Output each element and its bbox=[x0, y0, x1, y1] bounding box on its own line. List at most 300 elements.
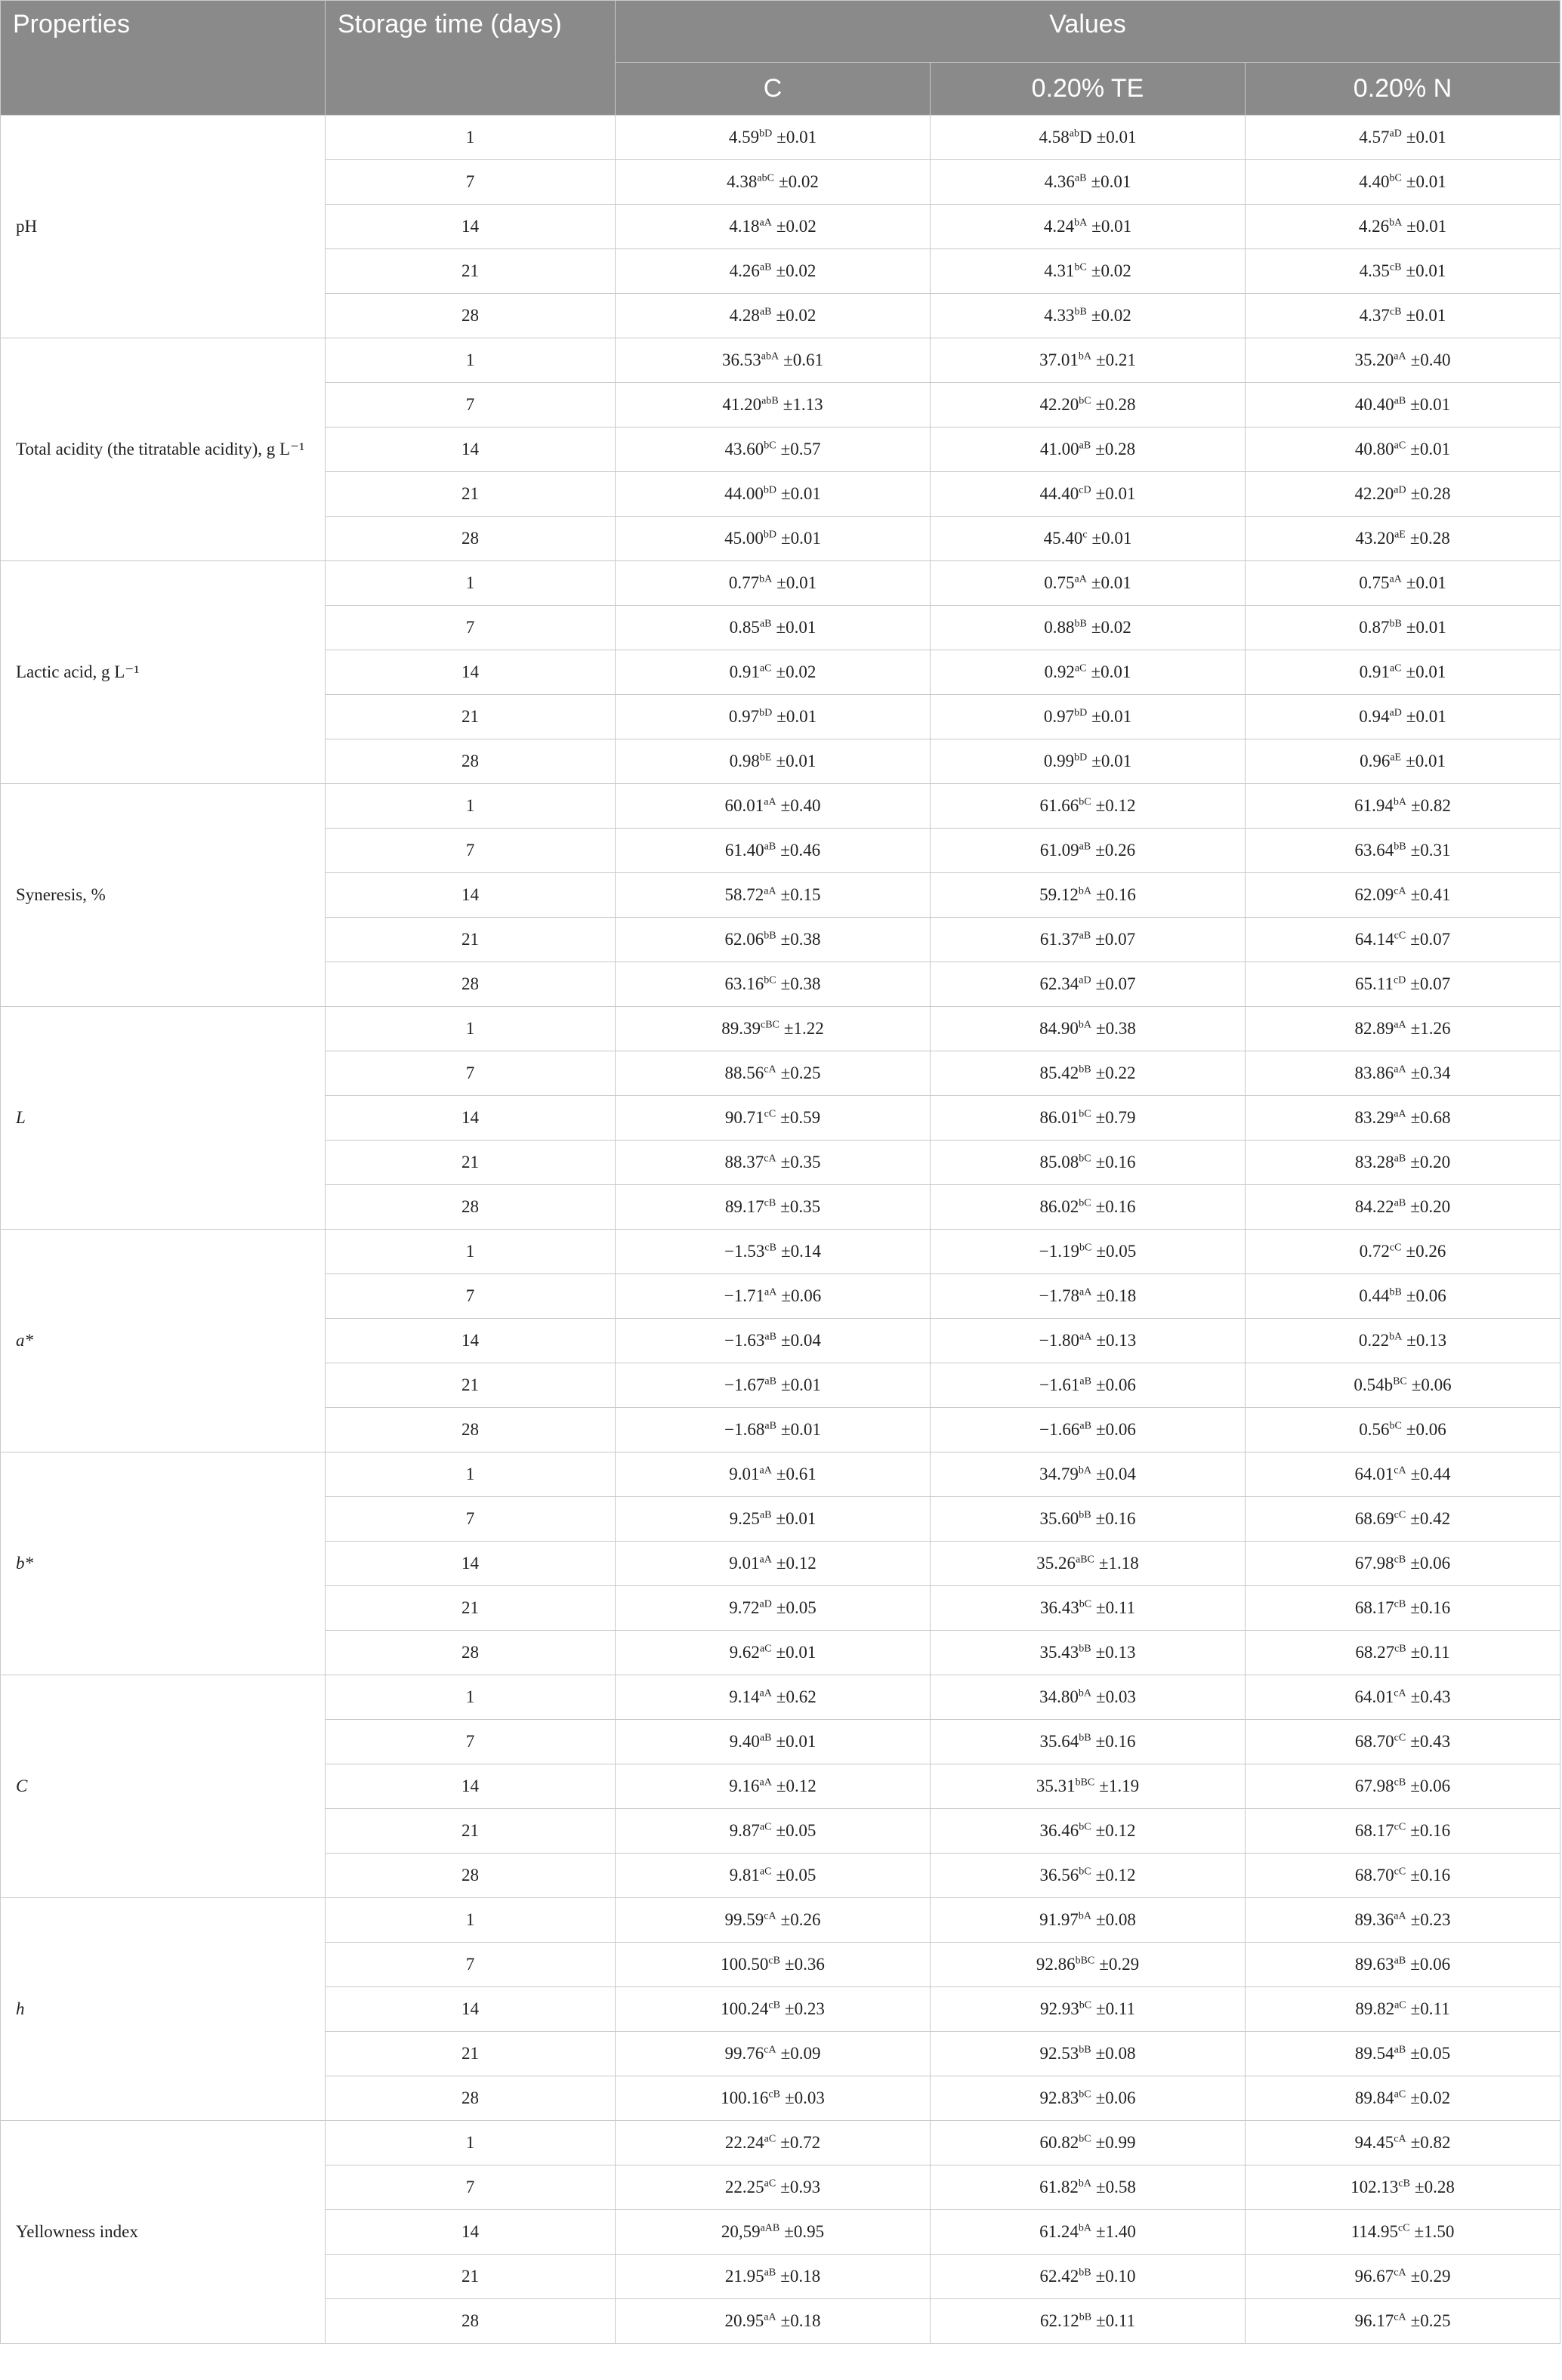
mean-value: 83.29 bbox=[1354, 1108, 1394, 1127]
std-error: 0.01 bbox=[790, 529, 821, 548]
plus-minus-sign: ± bbox=[776, 752, 786, 770]
value-cell bbox=[1246, 294, 1560, 338]
std-error: 0.06 bbox=[1421, 1375, 1452, 1394]
storage-day: 28 bbox=[326, 2076, 616, 2121]
value-cell bbox=[931, 2121, 1246, 2165]
plus-minus-sign: ± bbox=[1410, 2267, 1421, 2286]
mean-value: 83.86 bbox=[1354, 1063, 1394, 1082]
value-cell bbox=[616, 1230, 931, 1274]
plus-minus-sign: ± bbox=[1096, 1910, 1106, 1929]
std-error: 0.02 bbox=[1100, 261, 1131, 280]
significance-letters: aC bbox=[1389, 662, 1402, 674]
mean-value: 64.14 bbox=[1354, 930, 1394, 949]
significance-letters: cB bbox=[1389, 306, 1402, 318]
significance-letters: cA bbox=[1394, 1687, 1406, 1699]
value-cell bbox=[931, 2255, 1246, 2299]
value-cell bbox=[616, 1675, 931, 1720]
plus-minus-sign: ± bbox=[1096, 1999, 1106, 2018]
mean-value: 96.17 bbox=[1354, 2311, 1394, 2330]
storage-day: 1 bbox=[326, 1675, 616, 1720]
plus-minus-sign: ± bbox=[1095, 1108, 1106, 1127]
mean-value: 67.98 bbox=[1354, 1777, 1394, 1795]
plus-minus-sign: ± bbox=[1410, 1643, 1421, 1662]
value-cell bbox=[1246, 1007, 1560, 1051]
significance-letters: cC bbox=[764, 1108, 776, 1120]
value-cell bbox=[1246, 1274, 1560, 1319]
significance-letters: aB bbox=[1079, 841, 1091, 853]
significance-letters: bC bbox=[1079, 2133, 1091, 2145]
value-cell bbox=[616, 338, 931, 383]
value-cell bbox=[931, 1542, 1246, 1586]
significance-letters: aC bbox=[1394, 1999, 1406, 2011]
std-error: 0.72 bbox=[789, 2133, 821, 2152]
property-label: Yellowness index bbox=[1, 2121, 326, 2344]
value-cell bbox=[931, 606, 1246, 650]
significance-letters: bC bbox=[1079, 1108, 1091, 1120]
std-error: 0.16 bbox=[1419, 1821, 1451, 1840]
plus-minus-sign: ± bbox=[776, 128, 786, 147]
mean-value: 62.34 bbox=[1039, 974, 1079, 993]
value-cell bbox=[1246, 428, 1560, 472]
value-cell bbox=[616, 1363, 931, 1408]
plus-minus-sign: ± bbox=[776, 1598, 786, 1617]
value-cell bbox=[616, 873, 931, 918]
mean-value: 68.70 bbox=[1354, 1866, 1394, 1885]
value-cell bbox=[1246, 1987, 1560, 2032]
plus-minus-sign: ± bbox=[776, 1687, 786, 1706]
value-cell bbox=[1246, 383, 1560, 428]
std-error: 0.02 bbox=[788, 172, 819, 191]
plus-minus-sign: ± bbox=[780, 2267, 790, 2286]
value-cell bbox=[1246, 1051, 1560, 1096]
mean-value: 43.60 bbox=[724, 440, 764, 458]
value-cell bbox=[931, 1586, 1246, 1631]
std-error: 0.01 bbox=[786, 573, 817, 592]
plus-minus-sign: ± bbox=[1095, 1643, 1106, 1662]
plus-minus-sign: ± bbox=[780, 1197, 790, 1216]
value-cell bbox=[616, 2299, 931, 2344]
mean-value: 9.01 bbox=[729, 1554, 760, 1573]
property-label: Total acidity (the titratable acidity), g L⁻¹ bbox=[1, 338, 326, 561]
mean-value: 61.24 bbox=[1039, 2222, 1079, 2241]
mean-value: 94.45 bbox=[1354, 2133, 1394, 2152]
significance-letters: aA bbox=[1394, 1910, 1406, 1922]
mean-value: 89.36 bbox=[1354, 1910, 1394, 1929]
std-error: 0.01 bbox=[1415, 707, 1446, 726]
value-cell bbox=[931, 383, 1246, 428]
value-cell bbox=[616, 1096, 931, 1141]
plus-minus-sign: ± bbox=[780, 1242, 791, 1261]
plus-minus-sign: ± bbox=[780, 796, 791, 815]
value-cell bbox=[931, 1675, 1246, 1720]
mean-value: 37.01 bbox=[1039, 350, 1079, 369]
plus-minus-sign: ± bbox=[1406, 618, 1416, 637]
plus-minus-sign: ± bbox=[1091, 217, 1101, 236]
std-error: 1.13 bbox=[792, 395, 823, 414]
value-cell bbox=[1246, 472, 1560, 517]
significance-letters: aB bbox=[764, 1420, 776, 1432]
significance-letters: cB bbox=[768, 1955, 780, 1967]
significance-letters: cB bbox=[1394, 1777, 1406, 1789]
storage-day: 28 bbox=[326, 962, 616, 1007]
mean-value: 0.92 bbox=[1044, 662, 1075, 681]
mean-value: −1.53 bbox=[724, 1242, 765, 1261]
mean-value: 9.14 bbox=[729, 1687, 760, 1706]
value-cell bbox=[1246, 338, 1560, 383]
plus-minus-sign: ± bbox=[1410, 1509, 1420, 1528]
std-error: 0.14 bbox=[790, 1242, 821, 1261]
value-cell bbox=[1246, 1185, 1560, 1230]
significance-letters: bBC bbox=[1075, 1955, 1095, 1967]
std-error: 0.11 bbox=[1105, 1598, 1136, 1617]
plus-minus-sign: ± bbox=[1095, 796, 1106, 815]
plus-minus-sign: ± bbox=[1406, 1286, 1416, 1305]
mean-value: −1.78 bbox=[1039, 1286, 1080, 1305]
value-cell bbox=[616, 2121, 931, 2165]
std-error: 0.02 bbox=[1419, 2088, 1451, 2107]
plus-minus-sign: ± bbox=[1096, 128, 1107, 147]
significance-letters: cB bbox=[764, 1197, 776, 1209]
significance-letters: aB bbox=[764, 1331, 776, 1343]
plus-minus-sign: ± bbox=[1095, 1866, 1106, 1885]
value-cell bbox=[1246, 1631, 1560, 1675]
storage-day: 21 bbox=[326, 2255, 616, 2299]
significance-letters: bB bbox=[1389, 1286, 1402, 1298]
plus-minus-sign: ± bbox=[1096, 1331, 1106, 1350]
plus-minus-sign: ± bbox=[1406, 217, 1416, 236]
significance-letters: cA bbox=[764, 1153, 776, 1165]
storage-day: 14 bbox=[326, 873, 616, 918]
significance-letters: cA bbox=[1394, 2311, 1406, 2323]
std-error: 0.01 bbox=[1100, 172, 1131, 191]
std-error: 0.11 bbox=[1105, 2311, 1136, 2330]
significance-letters: aB bbox=[759, 618, 772, 630]
std-error: 0.82 bbox=[1420, 2133, 1451, 2152]
mean-value: 9.62 bbox=[729, 1643, 760, 1662]
mean-value: 65.11 bbox=[1354, 974, 1394, 993]
std-error: 0.43 bbox=[1420, 1687, 1451, 1706]
mean-value: 4.58 bbox=[1039, 128, 1070, 147]
mean-value: 0.85 bbox=[729, 618, 760, 637]
plus-minus-sign: ± bbox=[776, 707, 786, 726]
significance-letters: abB bbox=[761, 395, 779, 407]
std-error: 0.29 bbox=[1108, 1955, 1140, 1974]
value-cell bbox=[1246, 1319, 1560, 1363]
std-error: 0.44 bbox=[1420, 1465, 1451, 1483]
value-cell bbox=[931, 739, 1246, 784]
plus-minus-sign: ± bbox=[781, 1286, 791, 1305]
value-cell bbox=[1246, 606, 1560, 650]
significance-letters: aB bbox=[764, 1375, 776, 1388]
storage-day: 14 bbox=[326, 205, 616, 249]
mean-value: 68.69 bbox=[1354, 1509, 1394, 1528]
plus-minus-sign: ± bbox=[1410, 1554, 1420, 1573]
significance-letters: aA bbox=[759, 1554, 772, 1566]
plus-minus-sign: ± bbox=[776, 1777, 786, 1795]
std-error: 0.08 bbox=[1105, 2044, 1136, 2063]
significance-letters: cB bbox=[1389, 261, 1402, 273]
value-cell bbox=[931, 1141, 1246, 1185]
std-error: 0.06 bbox=[790, 1286, 822, 1305]
value-cell bbox=[616, 1452, 931, 1497]
plus-minus-sign: ± bbox=[1410, 1019, 1421, 1038]
significance-letters: bB bbox=[1079, 1509, 1091, 1521]
plus-minus-sign: ± bbox=[784, 2088, 795, 2107]
std-error: 0.35 bbox=[789, 1197, 821, 1216]
significance-letters: aA bbox=[764, 796, 776, 808]
plus-minus-sign: ± bbox=[776, 573, 786, 592]
significance-letters: aA bbox=[1394, 350, 1406, 363]
significance-letters: cB bbox=[764, 1242, 776, 1254]
significance-letters: cA bbox=[1394, 2267, 1406, 2279]
mean-value: 61.82 bbox=[1039, 2178, 1079, 2196]
std-error: 0.02 bbox=[1100, 306, 1131, 325]
std-error: 1.50 bbox=[1424, 2222, 1455, 2241]
std-error: 0.01 bbox=[1415, 662, 1446, 681]
std-error: 1.19 bbox=[1108, 1777, 1140, 1795]
mean-value: 92.93 bbox=[1039, 1999, 1079, 2018]
significance-letters: bD bbox=[759, 128, 773, 140]
storage-day: 7 bbox=[326, 1720, 616, 1764]
value-cell bbox=[1246, 962, 1560, 1007]
plus-minus-sign: ± bbox=[1096, 885, 1106, 904]
significance-letters: aB bbox=[1394, 1153, 1406, 1165]
value-cell bbox=[931, 1051, 1246, 1096]
std-error: 0.68 bbox=[1420, 1108, 1451, 1127]
std-error: 0.05 bbox=[786, 1821, 816, 1840]
std-error: 0.93 bbox=[789, 2178, 821, 2196]
std-error: 0.06 bbox=[1105, 1420, 1136, 1439]
significance-letters: aA bbox=[1394, 1108, 1406, 1120]
storage-day: 21 bbox=[326, 2032, 616, 2076]
std-error: 0.16 bbox=[1419, 1598, 1451, 1617]
plus-minus-sign: ± bbox=[1098, 1554, 1109, 1573]
plus-minus-sign: ± bbox=[1096, 2311, 1106, 2330]
plus-minus-sign: ± bbox=[1091, 752, 1101, 770]
storage-day: 1 bbox=[326, 784, 616, 829]
value-cell bbox=[1246, 739, 1560, 784]
plus-minus-sign: ± bbox=[1410, 1821, 1420, 1840]
mean-value: 20.95 bbox=[724, 2311, 764, 2330]
significance-letters: aA bbox=[759, 1777, 772, 1789]
std-error: 0.11 bbox=[1420, 1999, 1450, 2018]
value-cell bbox=[1246, 1943, 1560, 1987]
significance-letters: aB bbox=[1079, 440, 1091, 452]
significance-letters: aD bbox=[1394, 484, 1406, 496]
mean-value: 34.79 bbox=[1039, 1465, 1079, 1483]
mean-value: 4.26 bbox=[1358, 217, 1390, 236]
std-error: 0.12 bbox=[786, 1554, 816, 1573]
significance-letters: aB bbox=[1394, 1955, 1406, 1967]
significance-letters: ab bbox=[1069, 128, 1079, 140]
table-row bbox=[1, 1675, 1560, 1720]
plus-minus-sign: ± bbox=[1410, 974, 1420, 993]
significance-letters: aE bbox=[1394, 529, 1406, 541]
trailing-letter: D bbox=[1079, 128, 1092, 147]
mean-value: 4.38 bbox=[727, 172, 758, 191]
storage-day: 1 bbox=[326, 338, 616, 383]
significance-letters: aD bbox=[759, 1598, 772, 1610]
value-cell bbox=[1246, 1096, 1560, 1141]
plus-minus-sign: ± bbox=[776, 1732, 786, 1751]
value-cell bbox=[616, 1141, 931, 1185]
mean-value: 62.09 bbox=[1354, 885, 1394, 904]
mean-value: 89.39 bbox=[721, 1019, 761, 1038]
significance-letters: aC bbox=[759, 1821, 772, 1833]
value-cell bbox=[931, 1452, 1246, 1497]
property-label: L bbox=[1, 1007, 326, 1230]
plus-minus-sign: ± bbox=[1095, 841, 1105, 860]
std-error: 0.25 bbox=[1420, 2311, 1451, 2330]
plus-minus-sign: ± bbox=[1410, 2133, 1421, 2152]
significance-letters: bC bbox=[1079, 1866, 1091, 1878]
significance-letters: cA bbox=[1394, 2133, 1406, 2145]
plus-minus-sign: ± bbox=[1410, 1465, 1421, 1483]
significance-letters: aB bbox=[1079, 1375, 1091, 1388]
std-error: 1.18 bbox=[1108, 1554, 1139, 1573]
plus-minus-sign: ± bbox=[780, 1153, 791, 1171]
value-cell bbox=[1246, 1141, 1560, 1185]
significance-letters: bC bbox=[764, 440, 776, 452]
std-error: 0.26 bbox=[1104, 841, 1136, 860]
std-error: 0.31 bbox=[1420, 841, 1451, 860]
significance-letters: bB bbox=[1079, 2044, 1091, 2056]
plus-minus-sign: ± bbox=[1096, 1019, 1106, 1038]
significance-letters: bA bbox=[1393, 796, 1406, 808]
value-cell bbox=[931, 205, 1246, 249]
storage-day: 1 bbox=[326, 2121, 616, 2165]
std-error: 0.01 bbox=[1415, 752, 1446, 770]
significance-letters: aA bbox=[759, 217, 772, 229]
significance-letters: aA bbox=[759, 1687, 772, 1699]
significance-letters: aC bbox=[1394, 2088, 1406, 2101]
plus-minus-sign: ± bbox=[783, 395, 793, 414]
storage-day: 7 bbox=[326, 1051, 616, 1096]
value-cell bbox=[616, 1631, 931, 1675]
mean-value: 0.87 bbox=[1359, 618, 1390, 637]
value-cell bbox=[931, 918, 1246, 962]
mean-value: 35.31 bbox=[1036, 1777, 1076, 1795]
significance-letters: bB bbox=[1079, 1732, 1091, 1744]
storage-day: 21 bbox=[326, 1363, 616, 1408]
value-cell bbox=[931, 784, 1246, 829]
significance-letters: bB bbox=[1074, 306, 1087, 318]
value-cell bbox=[616, 1987, 931, 2032]
significance-letters: bD bbox=[763, 529, 776, 541]
std-error: 0.06 bbox=[1419, 1955, 1451, 1974]
std-error: 0.26 bbox=[1415, 1242, 1446, 1261]
mean-value: 68.17 bbox=[1354, 1821, 1394, 1840]
mean-value: 99.59 bbox=[724, 1910, 764, 1929]
header-column-te: 0.20% TE bbox=[931, 63, 1246, 116]
table-row bbox=[1, 116, 1560, 160]
std-error: 0.02 bbox=[1100, 618, 1131, 637]
plus-minus-sign: ± bbox=[1091, 618, 1101, 637]
mean-value: 62.12 bbox=[1039, 2311, 1079, 2330]
storage-day: 28 bbox=[326, 294, 616, 338]
significance-letters: abA bbox=[761, 350, 779, 363]
plus-minus-sign: ± bbox=[776, 1554, 786, 1573]
significance-letters: aE bbox=[1390, 752, 1402, 764]
std-error: 0.05 bbox=[1419, 2044, 1451, 2063]
mean-value: 96.67 bbox=[1354, 2267, 1394, 2286]
value-cell bbox=[1246, 1764, 1560, 1809]
significance-letters: bC bbox=[1079, 1153, 1091, 1165]
plus-minus-sign: ± bbox=[784, 1955, 795, 1974]
std-error: 0.61 bbox=[792, 350, 823, 369]
mean-value: 4.26 bbox=[729, 261, 760, 280]
value-cell bbox=[1246, 1230, 1560, 1274]
mean-value: −1.61 bbox=[1039, 1375, 1080, 1394]
std-error: 0.01 bbox=[1419, 440, 1451, 458]
std-error: 0.42 bbox=[1419, 1509, 1451, 1528]
plus-minus-sign: ± bbox=[780, 1420, 791, 1439]
plus-minus-sign: ± bbox=[1091, 172, 1101, 191]
plus-minus-sign: ± bbox=[1095, 2133, 1106, 2152]
significance-letters: cC bbox=[1394, 1732, 1406, 1744]
mean-value: 61.66 bbox=[1039, 796, 1079, 815]
significance-letters: bA bbox=[1078, 1910, 1091, 1922]
plus-minus-sign: ± bbox=[780, 2178, 790, 2196]
significance-letters: aA bbox=[764, 2311, 776, 2323]
value-cell bbox=[931, 1007, 1246, 1051]
mean-value: 9.25 bbox=[729, 1509, 760, 1528]
header-column-n: 0.20% N bbox=[1246, 63, 1560, 116]
storage-day: 7 bbox=[326, 1274, 616, 1319]
mean-value: 42.20 bbox=[1039, 395, 1079, 414]
plus-minus-sign: ± bbox=[776, 662, 786, 681]
mean-value: 4.31 bbox=[1044, 261, 1075, 280]
std-error: 0.18 bbox=[790, 2311, 821, 2330]
std-error: 0.62 bbox=[786, 1687, 816, 1706]
storage-day: 14 bbox=[326, 1987, 616, 2032]
std-error: 0.15 bbox=[790, 885, 821, 904]
mean-value: 99.76 bbox=[724, 2044, 764, 2063]
storage-day: 14 bbox=[326, 2210, 616, 2255]
storage-day: 21 bbox=[326, 472, 616, 517]
value-cell bbox=[931, 650, 1246, 695]
mean-value: 100.24 bbox=[721, 1999, 769, 2018]
mean-value: 84.90 bbox=[1039, 1019, 1079, 1038]
std-error: 0.01 bbox=[786, 618, 816, 637]
std-error: 0.06 bbox=[1415, 1420, 1446, 1439]
value-cell bbox=[1246, 1898, 1560, 1943]
plus-minus-sign: ± bbox=[1096, 1286, 1106, 1305]
std-error: 0.03 bbox=[794, 2088, 825, 2107]
std-error: 0.36 bbox=[794, 1955, 825, 1974]
std-error: 0.57 bbox=[790, 440, 821, 458]
storage-day: 14 bbox=[326, 428, 616, 472]
plus-minus-sign: ± bbox=[784, 1999, 795, 2018]
std-error: 0.34 bbox=[1420, 1063, 1451, 1082]
mean-value: 0.22 bbox=[1358, 1331, 1390, 1350]
std-error: 0.01 bbox=[1105, 484, 1136, 503]
storage-day: 1 bbox=[326, 1452, 616, 1497]
storage-day: 1 bbox=[326, 1898, 616, 1943]
std-error: 0.28 bbox=[1105, 395, 1136, 414]
storage-day: 1 bbox=[326, 116, 616, 160]
significance-letters: aA bbox=[1079, 1286, 1092, 1298]
mean-value: 4.24 bbox=[1043, 217, 1075, 236]
plus-minus-sign: ± bbox=[776, 1509, 786, 1528]
plus-minus-sign: ± bbox=[1406, 707, 1416, 726]
std-error: 0.10 bbox=[1105, 2267, 1136, 2286]
mean-value: −1.19 bbox=[1039, 1242, 1079, 1261]
significance-letters: cD bbox=[1393, 974, 1406, 986]
std-error: 0.26 bbox=[790, 1910, 821, 1929]
value-cell bbox=[931, 829, 1246, 873]
storage-day: 14 bbox=[326, 1319, 616, 1363]
